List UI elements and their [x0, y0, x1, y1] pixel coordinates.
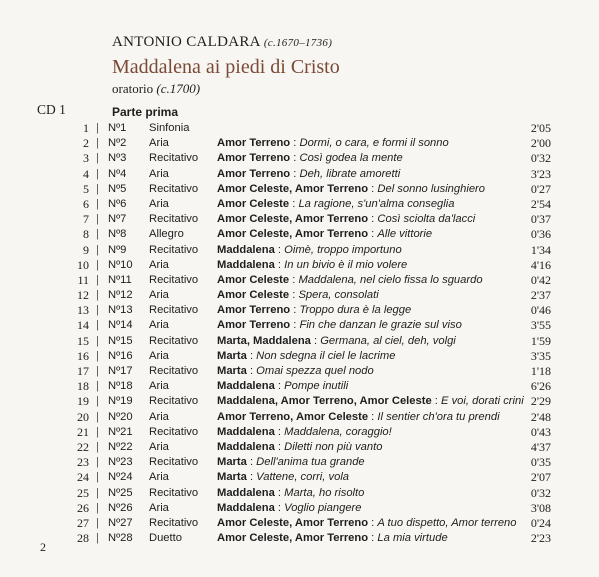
track-duration: 2'48 [530, 409, 551, 424]
track-type: Recitativo [149, 213, 199, 226]
separator-bar: | [96, 228, 99, 241]
composer-name: ANTONIO CALDARA [112, 34, 261, 50]
track-description: Maddalena : Oimè, troppo importuno [217, 243, 402, 256]
track-no: Nº23 [108, 456, 133, 469]
track-number: 26 [77, 500, 89, 515]
track-duration: 0'43 [530, 424, 551, 439]
track-number: 5 [83, 181, 89, 196]
track-role: Amor Terreno [217, 167, 291, 180]
track-description: Maddalena, Amor Terreno, Amor Celeste : E voi, dorati crini [217, 395, 524, 408]
track-role: Marta, Maddalena [217, 334, 311, 347]
track-row [0, 349, 599, 364]
work-title: Maddalena ai piedi di Cristo [112, 56, 340, 78]
track-type: Recitativo [149, 425, 199, 438]
track-no: Nº19 [108, 395, 133, 408]
track-duration: 0'24 [530, 515, 551, 530]
track-description: Amor Terreno : Deh, librate amoretti [217, 167, 401, 180]
track-no: Nº13 [108, 304, 133, 317]
track-description: Marta : Non sdegna il ciel le lacrime [217, 349, 396, 362]
track-type: Aria [149, 167, 169, 180]
track-text: Vattene, corri, vola [256, 471, 350, 484]
track-text: Deh, librate amoretti [299, 167, 401, 180]
track-number: 14 [77, 318, 89, 333]
work-subtitle: oratorio [112, 81, 154, 96]
track-row [0, 136, 599, 151]
track-list [0, 121, 599, 546]
separator-bar: | [96, 425, 99, 438]
track-row [0, 243, 599, 258]
track-type: Aria [149, 319, 169, 332]
track-number: 10 [77, 257, 89, 272]
separator-bar: | [96, 289, 99, 302]
track-type: Recitativo [149, 516, 199, 529]
track-duration: 6'26 [530, 379, 551, 394]
track-type: Recitativo [149, 456, 199, 469]
track-row [0, 334, 599, 349]
track-description: Marta : Omai spezza quel nodo [217, 365, 374, 377]
track-row [0, 425, 599, 440]
track-number: 19 [77, 394, 89, 409]
track-text: Così godea la mente [299, 152, 403, 165]
track-text: Del sonno lusinghiero [377, 182, 485, 195]
track-text: La ragione, s'un'alma conseglia [298, 197, 455, 210]
track-row [0, 516, 599, 531]
track-no: Nº7 [108, 213, 127, 226]
separator-bar: | [96, 395, 99, 408]
track-duration: 0'27 [530, 181, 551, 196]
track-no: Nº12 [108, 289, 133, 302]
track-row [0, 394, 599, 409]
track-text: Pompe inutili [284, 380, 349, 393]
track-role: Amor Celeste [217, 197, 290, 210]
track-description: Amor Terreno : Fin che danzan le grazie sul viso [217, 319, 462, 332]
track-role: Amor Celeste, Amor Terreno [217, 182, 369, 195]
track-role: Amor Celeste [217, 273, 290, 286]
track-role: Marta [217, 471, 247, 484]
track-type: Aria [149, 380, 169, 393]
track-number: 4 [83, 166, 89, 181]
track-number: 20 [77, 409, 89, 424]
separator-bar: | [96, 440, 99, 453]
track-role: Maddalena [217, 440, 275, 453]
track-duration: 0'32 [530, 485, 551, 500]
track-role: Maddalena [217, 258, 275, 271]
track-row [0, 182, 599, 197]
track-duration: 4'37 [530, 439, 551, 454]
track-no: Nº4 [108, 167, 127, 180]
track-number: 12 [77, 288, 89, 303]
track-no: Nº24 [108, 471, 133, 484]
track-text: Troppo dura è la legge [299, 304, 412, 317]
track-no: Nº26 [108, 501, 133, 514]
separator-bar: | [96, 137, 99, 150]
separator-bar: | [96, 471, 99, 484]
track-type: Recitativo [149, 395, 199, 408]
track-no: Nº15 [108, 334, 133, 347]
track-text: E voi, dorati crini [441, 395, 524, 408]
track-role: Marta [217, 349, 247, 362]
track-description: Maddalena : In un bivio è il mio volere [217, 258, 408, 271]
track-row [0, 151, 599, 166]
track-text: La mia virtude [377, 532, 448, 545]
track-no: Nº21 [108, 425, 133, 438]
track-duration: 1'18 [530, 364, 551, 378]
track-text: Maddalena, coraggio! [284, 425, 392, 438]
track-no: Nº3 [108, 152, 127, 165]
track-row [0, 227, 599, 242]
track-no: Nº6 [108, 197, 127, 210]
track-no: Nº22 [108, 440, 133, 453]
track-duration: 2'29 [530, 394, 551, 409]
track-row [0, 455, 599, 470]
track-duration: 1'34 [530, 242, 551, 257]
track-no: Nº5 [108, 182, 127, 195]
separator-bar: | [96, 319, 99, 332]
page-number: 2 [40, 540, 46, 554]
track-number: 17 [77, 364, 89, 378]
track-duration: 3'23 [530, 166, 551, 181]
track-no: Nº18 [108, 380, 133, 393]
track-no: Nº14 [108, 319, 133, 332]
track-number: 18 [77, 379, 89, 394]
track-role: Maddalena [217, 425, 275, 438]
separator-bar: | [96, 349, 99, 362]
track-description: Maddalena : Marta, ho risolto [217, 486, 365, 499]
track-number: 28 [77, 531, 89, 546]
track-description: Amor Terreno : Dormi, o cara, e formi il sonno [217, 137, 449, 150]
track-text: Omai spezza quel nodo [256, 365, 374, 377]
track-number: 22 [77, 439, 89, 454]
track-text: Germana, al ciel, deh, volgi [320, 334, 456, 347]
track-text: Spera, consolati [298, 289, 379, 302]
track-row [0, 273, 599, 288]
track-description: Amor Celeste, Amor Terreno : Del sonno lusinghiero [217, 182, 485, 195]
track-text: Dormi, o cara, e formi il sonno [299, 137, 449, 150]
track-role: Amor Terreno [217, 319, 291, 332]
track-row [0, 121, 599, 136]
track-description: Marta : Vattene, corri, vola [217, 471, 350, 484]
track-duration: 0'36 [530, 227, 551, 242]
track-role: Amor Celeste, Amor Terreno [217, 516, 369, 529]
track-duration: 0'37 [530, 212, 551, 227]
track-description: Amor Celeste : Maddalena, nel cielo fissa lo sguardo [217, 273, 483, 286]
separator-bar: | [96, 410, 99, 423]
track-type: Sinfonia [149, 122, 190, 134]
track-no: Nº8 [108, 228, 127, 241]
track-type: Recitativo [149, 273, 199, 286]
track-type: Recitativo [149, 243, 199, 256]
track-type: Recitativo [149, 152, 199, 165]
separator-bar: | [96, 304, 99, 317]
separator-bar: | [96, 516, 99, 529]
track-text: Maddalena, nel cielo fissa lo sguardo [298, 273, 483, 286]
track-no: Nº9 [108, 243, 127, 256]
track-row [0, 303, 599, 318]
track-text: Il sentier ch'ora tu prendi [377, 410, 500, 423]
track-row [0, 531, 599, 546]
track-type: Recitativo [149, 486, 199, 499]
track-type: Recitativo [149, 182, 199, 195]
track-description: Amor Celeste : Spera, consolati [217, 289, 379, 302]
track-duration: 2'37 [530, 288, 551, 303]
track-type: Aria [149, 410, 169, 423]
track-number: 7 [83, 212, 89, 227]
track-number: 24 [77, 470, 89, 485]
separator-bar: | [96, 456, 99, 469]
work-date: (c.1700) [156, 81, 201, 96]
track-role: Amor Terreno [217, 137, 291, 150]
track-row [0, 364, 599, 379]
track-row [0, 212, 599, 227]
track-number: 13 [77, 303, 89, 318]
track-row [0, 258, 599, 273]
track-number: 2 [83, 136, 89, 151]
separator-bar: | [96, 365, 99, 377]
track-row [0, 440, 599, 455]
separator-bar: | [96, 532, 99, 545]
separator-bar: | [96, 380, 99, 393]
track-type: Aria [149, 289, 169, 302]
track-role: Marta [217, 456, 247, 469]
track-number: 15 [77, 333, 89, 348]
separator-bar: | [96, 122, 99, 134]
track-role: Maddalena, Amor Terreno, Amor Celeste [217, 395, 432, 408]
track-role: Amor Terreno, Amor Celeste [217, 410, 369, 423]
track-text: Oimè, troppo importuno [284, 243, 402, 256]
track-row [0, 167, 599, 182]
track-type: Aria [149, 258, 169, 271]
separator-bar: | [96, 273, 99, 286]
separator-bar: | [96, 167, 99, 180]
track-number: 11 [77, 272, 89, 287]
track-no: Nº11 [108, 273, 132, 286]
track-number: 27 [77, 515, 89, 530]
track-no: Nº16 [108, 349, 133, 362]
track-number: 9 [83, 242, 89, 257]
separator-bar: | [96, 258, 99, 271]
track-type: Aria [149, 440, 169, 453]
track-no: Nº2 [108, 137, 127, 150]
track-text: Così sciolta da'lacci [377, 213, 476, 226]
track-text: Marta, ho risolto [284, 486, 365, 499]
track-role: Maddalena [217, 243, 275, 256]
track-row [0, 410, 599, 425]
track-description: Maddalena : Maddalena, coraggio! [217, 425, 392, 438]
track-type: Aria [149, 197, 169, 210]
track-role: Marta [217, 365, 247, 377]
track-no: Nº20 [108, 410, 133, 423]
track-duration: 3'55 [530, 318, 551, 333]
track-number: 1 [83, 121, 89, 135]
track-type: Aria [149, 501, 169, 514]
track-text: Alle vittorie [377, 228, 433, 241]
track-text: In un bivio è il mio volere [284, 258, 408, 271]
track-description: Maddalena : Pompe inutili [217, 380, 349, 393]
track-type: Allegro [149, 228, 184, 241]
track-type: Aria [149, 471, 169, 484]
track-description: Amor Terreno, Amor Celeste : Il sentier ch'ora tu prendi [217, 410, 500, 423]
track-text: Diletti non più vanto [284, 440, 383, 453]
track-no: Nº10 [108, 258, 133, 271]
track-no: Nº1 [108, 122, 127, 134]
track-duration: 1'59 [530, 333, 551, 348]
track-row [0, 501, 599, 516]
track-description: Amor Terreno : Troppo dura è la legge [217, 304, 412, 317]
track-number: 8 [83, 227, 89, 242]
track-row [0, 470, 599, 485]
separator-bar: | [96, 486, 99, 499]
track-no: Nº27 [108, 516, 133, 529]
track-text: Fin che danzan le grazie sul viso [299, 319, 462, 332]
track-description: Amor Celeste, Amor Terreno : Così sciolta da'lacci [217, 213, 476, 226]
track-type: Recitativo [149, 334, 199, 347]
track-text: Voglio piangere [284, 501, 362, 514]
part-heading: Parte prima [112, 105, 179, 119]
track-description: Marta : Dell'anima tua grande [217, 456, 365, 469]
track-duration: 3'35 [530, 348, 551, 363]
track-duration: 3'08 [530, 500, 551, 515]
track-duration: 0'42 [530, 272, 551, 287]
track-number: 3 [83, 151, 89, 166]
track-duration: 0'32 [530, 151, 551, 166]
track-text: Non sdegna il ciel le lacrime [256, 349, 396, 362]
track-role: Amor Terreno [217, 152, 291, 165]
track-type: Aria [149, 349, 169, 362]
track-number: 16 [77, 348, 89, 363]
track-duration: 2'23 [530, 531, 551, 546]
track-type: Recitativo [149, 365, 199, 377]
track-role: Amor Celeste, Amor Terreno [217, 228, 369, 241]
track-type: Recitativo [149, 304, 199, 317]
track-row [0, 197, 599, 212]
track-type: Duetto [149, 532, 182, 545]
track-no: Nº25 [108, 486, 133, 499]
track-description: Amor Celeste, Amor Terreno : Alle vittorie [217, 228, 433, 241]
track-text: Dell'anima tua grande [256, 456, 365, 469]
track-duration: 2'05 [530, 121, 551, 135]
track-no: Nº28 [108, 532, 133, 545]
track-duration: 0'46 [530, 303, 551, 318]
track-role: Amor Celeste, Amor Terreno [217, 213, 369, 226]
track-number: 23 [77, 455, 89, 470]
separator-bar: | [96, 182, 99, 195]
track-row [0, 288, 599, 303]
separator-bar: | [96, 243, 99, 256]
track-row [0, 379, 599, 394]
track-description: Amor Celeste, Amor Terreno : A tuo dispetto, Amor terreno [217, 516, 517, 529]
separator-bar: | [96, 152, 99, 165]
separator-bar: | [96, 501, 99, 514]
track-role: Amor Celeste, Amor Terreno [217, 532, 369, 545]
track-description: Amor Terreno : Così godea la mente [217, 152, 403, 165]
track-role: Amor Terreno [217, 304, 291, 317]
track-role: Maddalena [217, 486, 275, 499]
track-duration: 0'35 [530, 455, 551, 470]
track-number: 25 [77, 485, 89, 500]
track-role: Amor Celeste [217, 289, 290, 302]
track-no: Nº17 [108, 365, 133, 377]
track-text: A tuo dispetto, Amor terreno [377, 516, 517, 529]
separator-bar: | [96, 197, 99, 210]
track-description: Amor Celeste : La ragione, s'un'alma conseglia [217, 197, 455, 210]
separator-bar: | [96, 334, 99, 347]
composer-line [112, 34, 332, 51]
track-number: 21 [77, 424, 89, 439]
track-type: Aria [149, 137, 169, 150]
track-duration: 2'00 [530, 136, 551, 151]
cd-label: CD 1 [37, 102, 66, 117]
track-role: Maddalena [217, 501, 275, 514]
track-row [0, 486, 599, 501]
track-description: Marta, Maddalena : Germana, al ciel, deh, volgi [217, 334, 456, 347]
track-number: 6 [83, 196, 89, 211]
track-role: Maddalena [217, 380, 275, 393]
track-duration: 2'07 [530, 470, 551, 485]
separator-bar: | [96, 213, 99, 226]
track-description: Maddalena : Voglio piangere [217, 501, 362, 514]
composer-dates: (c.1670–1736) [263, 37, 333, 49]
track-duration: 4'16 [530, 257, 551, 272]
work-subtitle-line [112, 81, 200, 97]
track-description: Amor Celeste, Amor Terreno : La mia virtude [217, 532, 448, 545]
track-description: Maddalena : Diletti non più vanto [217, 440, 383, 453]
track-duration: 2'54 [530, 196, 551, 211]
track-row [0, 318, 599, 333]
